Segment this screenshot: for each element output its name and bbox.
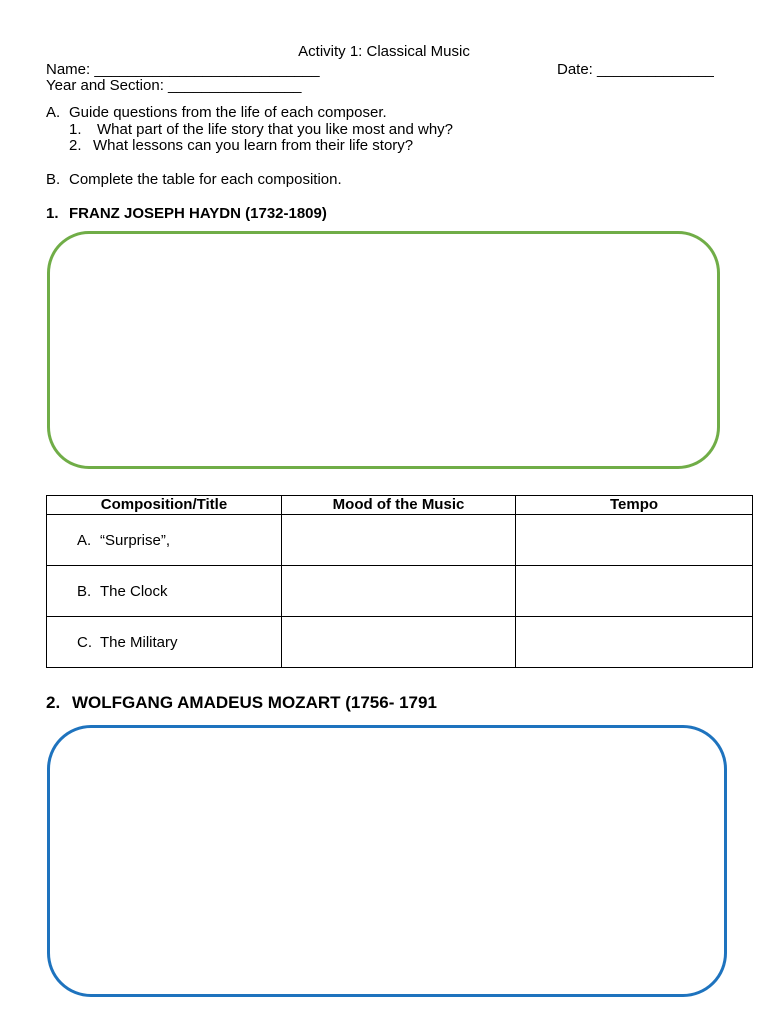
question-text: What part of the life story that you like most and why? [97,121,454,138]
column-header-mood: Mood of the Music [282,496,516,515]
tempo-cell[interactable] [516,566,753,617]
year-section-field-line: Year and Section: ________________ [46,77,302,94]
section-a-text: Guide questions from the life of each composer. [69,104,387,121]
row-marker: A. [77,531,92,549]
row-marker: B. [77,582,92,600]
table-header-row [47,496,753,515]
page-title: Activity 1: Classical Music [298,43,470,60]
composer-heading-haydn [46,205,327,222]
composition-title: The Clock [100,582,168,600]
row-marker: C. [77,633,92,651]
date-field-line: Date: ______________ [557,61,714,78]
mood-cell[interactable] [282,566,516,617]
composer-number: 2. [46,693,61,712]
table-row [47,617,753,668]
composer-heading-mozart [46,694,437,711]
composition-title: “Surprise”, [100,531,171,549]
table-row [47,515,753,566]
section-b-text: Complete the table for each composition. [69,171,342,188]
guide-question-2 [69,137,413,154]
name-field-line: Name: ___________________________ [46,61,320,78]
haydn-answer-box[interactable] [47,231,720,469]
section-b-instruction [46,171,342,188]
composer-name: FRANZ JOSEPH HAYDN (1732-1809) [69,205,327,222]
table-row [47,566,753,617]
section-a-marker: A. [46,104,61,121]
column-header-tempo: Tempo [516,496,753,515]
section-b-marker: B. [46,171,61,188]
column-header-title: Composition/Title [47,496,282,515]
mozart-answer-box[interactable] [47,725,727,997]
tempo-cell[interactable] [516,617,753,668]
composition-title-cell [47,515,282,566]
composition-title-cell [47,566,282,617]
tempo-cell[interactable] [516,515,753,566]
composition-table [46,495,753,668]
mood-cell[interactable] [282,617,516,668]
question-number: 1. [69,121,82,138]
question-number: 2. [69,137,82,154]
composer-name: WOLFGANG AMADEUS MOZART (1756- 1791 [72,693,437,712]
composition-title: The Military [100,633,178,651]
guide-question-1 [69,121,453,138]
section-a-instruction [46,104,387,121]
composition-title-cell [47,617,282,668]
composer-number: 1. [46,205,59,222]
mood-cell[interactable] [282,515,516,566]
question-text: What lessons can you learn from their life story? [93,137,414,154]
